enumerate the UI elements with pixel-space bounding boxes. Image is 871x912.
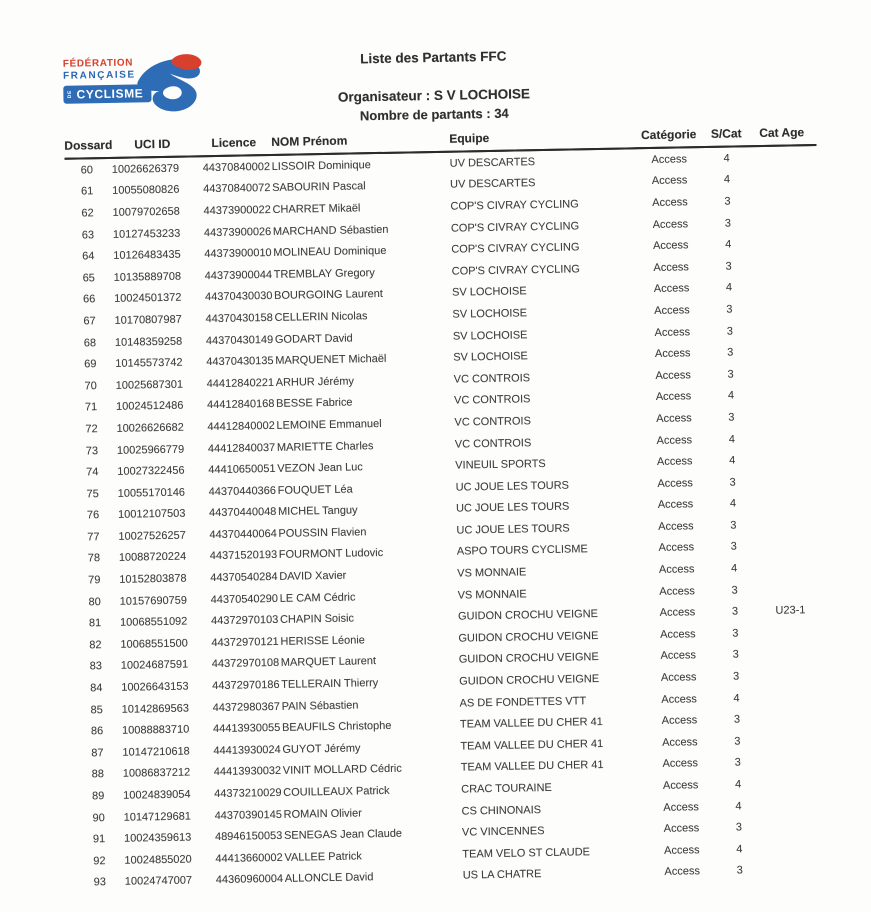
logo-francaise-text: FRANÇAISE [62,69,136,82]
cell-equipe: UC JOUE LES TOURS [455,500,570,515]
cell-dossard: 93 [93,876,107,889]
cell-cat-age [757,664,826,687]
cell-categorie: Access [663,822,700,836]
cell-s-cat: 4 [731,562,738,575]
title-block [3,42,865,130]
cell-equipe: COP'S CIVRAY CYCLING [451,263,581,278]
cell-s-cat: 4 [725,238,732,251]
cell-categorie: Access [657,498,694,512]
cell-cat-age [752,383,821,406]
cell-dossard: 63 [81,228,95,242]
cell-licence: 44413930032 [213,765,282,779]
cell-cat-age [747,145,816,169]
cell-s-cat: 3 [731,584,738,597]
cell-nom-prenom: TREMBLAY Gregory [273,266,375,281]
cell-categorie: Access [652,196,688,209]
cell-s-cat: 4 [733,692,740,705]
cell-dossard: 70 [84,379,97,393]
cell-cat-age [751,340,820,363]
cell-categorie: Access [660,649,697,663]
cell-s-cat: 3 [730,540,737,554]
cell-s-cat: 3 [736,864,743,877]
cell-nom-prenom: FOURMONT Ludovic [278,547,384,562]
cell-licence: 44370540284 [210,570,278,585]
cell-nom-prenom: GUYOT Jérémy [282,742,361,756]
cell-categorie: Access [652,217,689,231]
cell-licence: 44412840037 [207,441,276,455]
cell-licence: 44370840002 [202,160,271,175]
cell-equipe: COP'S CIVRAY CYCLING [450,219,580,235]
cell-nom-prenom: VEZON Jean Luc [277,461,363,476]
cell-uci-id: 10024501372 [114,291,182,306]
cell-categorie: Access [658,563,695,577]
cell-equipe: VC CONTROIS [454,415,531,429]
cell-licence: 44410650051 [208,463,276,477]
cell-dossard: 79 [88,574,101,587]
cell-s-cat: 3 [735,821,743,834]
cell-dossard: 81 [88,617,102,630]
cell-s-cat: 3 [728,411,735,424]
cell-nom-prenom: CHARRET Mikaël [272,202,361,216]
cell-cat-age [753,470,822,493]
cell-dossard: 64 [82,250,95,263]
cell-cat-age [754,513,823,536]
logo-cyclisme-text: CYCLISME [76,85,144,102]
cell-licence: 44370430158 [205,311,273,326]
cell-equipe: GUIDON CROCHU VEIGNE [459,673,600,688]
cell-nom-prenom: TELLERAIN Thierry [281,677,379,691]
starters-table [64,125,830,894]
cell-equipe: SV LOCHOISE [452,328,528,343]
cell-nom-prenom: LEMOINE Emmanuel [276,417,382,432]
cell-licence: 44373210029 [214,786,282,801]
cell-uci-id: 10157690759 [119,594,188,608]
cell-uci-id: 10026643153 [121,680,189,694]
cell-nom-prenom: LE CAM Cédric [279,591,356,605]
cell-licence: 44413660002 [215,851,283,865]
cell-s-cat: 4 [723,173,731,187]
cell-s-cat: 4 [723,152,730,165]
cell-cat-age [756,621,825,644]
cell-nom-prenom: FOUQUET Léa [277,483,353,497]
cell-nom-prenom: MARQUET Laurent [280,655,377,670]
cell-categorie: Access [659,606,696,620]
cell-s-cat: 4 [734,778,742,791]
cell-uci-id: 10026626379 [111,162,180,176]
cell-nom-prenom: BEAUFILS Christophe [281,720,392,735]
cell-equipe: VC VINCENNES [461,825,545,839]
cell-nom-prenom: LISSOIR Dominique [271,158,371,173]
cell-s-cat: 3 [734,756,741,769]
cell-s-cat: 4 [727,389,735,402]
cell-categorie: Access [662,779,699,792]
cell-licence: 44371520193 [209,549,278,563]
cell-s-cat: 3 [731,605,739,618]
column-header-s-cat: S/Cat [705,126,747,147]
cell-cat-age: U23-1 [775,604,806,618]
cell-dossard: 69 [84,358,97,371]
cell-uci-id: 10135889708 [113,270,182,284]
cell-licence: 44413930024 [213,743,281,757]
cell-licence: 44370440048 [208,506,277,520]
column-header-dossard: Dossard [64,138,108,159]
cell-uci-id: 10025966779 [116,443,185,457]
cell-equipe: CRAC TOURAINE [461,781,552,796]
cell-categorie: Access [655,390,692,404]
cell-equipe: VINEUIL SPORTS [455,458,546,472]
cell-licence: 44412840168 [206,398,275,412]
participants-count-line: Nombre de partants : 34 [359,105,509,124]
cell-cat-age [751,362,820,385]
cell-cat-age [757,686,826,709]
cell-nom-prenom: ALLONCLE David [284,871,374,886]
cell-categorie: Access [656,433,693,447]
cell-licence: 44360960004 [215,873,284,887]
cell-equipe: SV LOCHOISE [452,307,528,321]
cell-s-cat: 4 [736,843,743,856]
cell-dossard: 90 [92,811,105,824]
cell-licence: 44373900026 [203,225,272,239]
cell-nom-prenom: MICHEL Tanguy [277,504,358,519]
cell-nom-prenom: ARHUR Jérémy [275,375,355,389]
cell-equipe: ASPO TOURS CYCLISME [456,543,588,559]
cell-categorie: Access [654,304,690,317]
cell-dossard: 91 [92,833,106,846]
cell-s-cat: 3 [732,670,740,683]
cell-cat-age [753,427,822,450]
column-header-uci-id: UCI ID [108,136,196,158]
cell-licence: 44370840072 [203,182,271,196]
column-header-cat-age: Cat Age [747,125,816,146]
cell-dossard: 61 [80,185,94,198]
cell-licence: 44370440366 [208,484,277,498]
cell-dossard: 86 [90,725,104,738]
cell-nom-prenom: ROMAIN Olivier [283,807,362,821]
cell-equipe: US LA CHATRE [462,868,542,882]
cell-dossard: 75 [86,487,99,501]
cell-licence: 44370430135 [206,355,274,369]
cell-nom-prenom: POUSSIN Flavien [278,526,367,540]
cell-equipe: TEAM VALLEE DU CHER 41 [460,737,604,753]
cell-cat-age [759,772,828,795]
cell-equipe: TEAM VALLEE DU CHER 41 [459,716,603,731]
cell-nom-prenom: MARCHAND Sébastien [272,223,389,238]
cell-cat-age [759,794,828,817]
cell-categorie: Access [663,844,700,857]
cell-uci-id: 10024839054 [123,788,191,802]
column-header-licence: Licence [196,135,271,156]
cell-s-cat: 3 [725,260,732,273]
cell-nom-prenom: CELLERIN Nicolas [274,310,368,324]
column-header-nom-prenom: NOM Prénom [271,132,449,155]
cell-categorie: Access [653,261,689,274]
cell-dossard: 85 [90,703,103,717]
cell-cat-age [749,232,818,255]
cell-cat-age [755,556,824,579]
column-header-categorie: Catégorie [632,127,705,148]
cell-categorie: Access [654,325,691,339]
cell-categorie: Access [651,174,688,188]
cell-categorie: Access [658,541,695,555]
cell-nom-prenom: VINIT MOLLARD Cédric [282,763,402,778]
cell-equipe: UV DESCARTES [450,177,536,192]
cell-licence: 44372980367 [212,700,281,714]
cell-licence: 44370390145 [214,808,283,822]
cell-uci-id: 10068551092 [119,615,188,630]
cell-equipe: UC JOUE LES TOURS [456,522,570,537]
cell-cat-age [760,815,829,838]
cell-uci-id: 10024747007 [124,874,193,889]
cell-uci-id: 10024855020 [124,853,192,867]
cell-licence: 44412840002 [207,419,275,434]
cell-dossard: 88 [91,768,105,781]
cell-licence: 44373900044 [204,268,273,282]
cell-cat-age [748,168,817,191]
cell-equipe: AS DE FONDETTES VTT [459,694,587,710]
cell-categorie: Access [660,628,696,641]
cell-dossard: 60 [80,164,94,177]
cell-cat-age [759,750,828,773]
cell-cat-age [752,405,821,428]
cell-cat-age [755,535,824,558]
cell-equipe: GUIDON CROCHU VEIGNE [458,651,599,667]
cell-nom-prenom: HERISSE Léonie [280,634,365,648]
cell-licence: 44372970121 [211,635,279,649]
cell-licence: 44370430149 [205,333,274,347]
cell-s-cat: 3 [732,648,739,662]
cell-equipe: UV DESCARTES [449,155,536,170]
cell-equipe: TEAM VALLEE DU CHER 41 [460,759,604,775]
cell-equipe: SV LOCHOISE [451,285,527,300]
cell-uci-id: 10145573742 [115,356,183,370]
cell-categorie: Access [660,671,697,684]
cell-cat-age [748,189,817,212]
organizer-line: Organisateur : S V LOCHOISE [337,86,531,105]
cell-cat-age [754,491,823,514]
cell-nom-prenom: MARIETTE Charles [276,439,374,454]
cell-categorie: Access [662,736,698,749]
cell-uci-id: 10055170146 [117,486,186,500]
cell-uci-id: 10147210618 [122,745,190,759]
cell-licence: 44370430030 [205,290,273,304]
cell-equipe: VC CONTROIS [453,393,531,407]
cell-s-cat: 4 [729,497,737,510]
cell-equipe: VS MONNAIE [457,588,527,602]
cell-licence: 44370440064 [209,527,277,542]
cell-uci-id: 10027322456 [117,464,185,478]
cell-cat-age [749,211,818,234]
cell-equipe: COP'S CIVRAY CYCLING [451,241,580,256]
cell-cat-age [758,729,827,752]
cell-dossard: 87 [91,746,104,760]
cell-nom-prenom: CHAPIN Soisic [279,612,355,627]
cell-licence: 44370540290 [210,592,279,606]
cell-dossard: 78 [87,552,101,565]
cell-equipe: GUIDON CROCHU VEIGNE [458,629,599,645]
cell-nom-prenom: GODART David [274,332,353,346]
cell-categorie: Access [661,692,697,706]
cell-uci-id: 10027526257 [118,529,186,543]
cell-cat-age [755,578,824,601]
cell-uci-id: 10088720224 [118,551,187,565]
cell-uci-id: 10024359613 [123,831,192,845]
cell-cat-age [750,276,819,299]
cell-s-cat: 3 [730,519,737,532]
cell-categorie: Access [654,347,691,361]
cell-dossard: 82 [89,639,102,652]
cell-dossard: 71 [84,401,98,414]
cell-uci-id: 10025687301 [115,378,184,392]
cell-categorie: Access [653,282,690,296]
cell-dossard: 66 [82,293,96,306]
cell-dossard: 73 [85,444,99,457]
cell-nom-prenom: MARQUENET Michaël [275,353,387,368]
cell-nom-prenom: SENEGAS Jean Claude [283,827,403,843]
cell-dossard: 62 [81,207,94,220]
cell-uci-id: 10142869563 [121,702,190,716]
cell-s-cat: 3 [729,476,736,489]
cell-cat-age [758,707,827,730]
cell-licence: 44412840221 [206,376,275,390]
cell-uci-id: 10086837212 [122,766,191,781]
cell-uci-id: 10088883710 [121,723,190,738]
cell-cat-age [750,297,819,320]
logo-federation-text: FÉDÉRATION [62,57,134,70]
cell-uci-id: 10055080826 [112,184,180,198]
cell-licence: 48946150053 [214,830,283,844]
cell-s-cat: 3 [733,713,741,726]
logo-de-text: DE [66,90,74,99]
cell-categorie: Access [651,153,688,166]
cell-equipe: VS MONNAIE [457,566,527,580]
cell-categorie: Access [663,800,699,814]
cell-s-cat: 3 [726,303,733,316]
cell-equipe: COP'S CIVRAY CYCLING [450,198,579,213]
cell-cat-age [760,837,829,860]
cell-s-cat: 4 [725,281,733,295]
cell-dossard: 76 [86,509,100,522]
cell-s-cat: 3 [734,735,741,748]
column-header-equipe: Equipe [449,128,632,151]
cell-s-cat: 3 [732,627,739,640]
cell-categorie: Access [659,584,695,598]
cell-uci-id: 10068551500 [120,637,188,651]
cell-s-cat: 4 [735,800,742,813]
cell-dossard: 84 [90,682,103,695]
cell-s-cat: 3 [727,368,734,381]
cell-nom-prenom: BOURGOING Laurent [274,288,384,303]
cell-categorie: Access [662,757,699,771]
cell-licence: 44372970103 [210,614,279,628]
cell-s-cat: 3 [724,217,732,230]
cell-categorie: Access [657,476,693,490]
cell-licence: 44373900010 [204,247,272,261]
cell-dossard: 92 [93,854,106,868]
cell-nom-prenom: DAVID Xavier [279,569,347,583]
cell-equipe: UC JOUE LES TOURS [455,479,570,494]
cell-uci-id: 10024687591 [120,659,189,673]
cell-categorie: Access [652,239,689,253]
cell-uci-id: 10126483435 [113,248,181,263]
cell-dossard: 74 [86,466,99,479]
cell-categorie: Access [656,412,692,425]
cell-equipe: GUIDON CROCHU VEIGNE [457,608,599,623]
cell-s-cat: 3 [727,346,734,359]
cell-dossard: 67 [83,315,96,328]
cell-uci-id: 10024512486 [116,399,184,414]
cell-licence: 44413930055 [212,722,281,736]
cell-dossard: 83 [89,660,103,673]
cell-uci-id: 10170807987 [114,313,182,327]
cell-uci-id: 10079702658 [112,205,180,219]
cell-nom-prenom: MOLINEAU Dominique [273,245,387,260]
cell-cat-age [749,254,818,277]
cell-s-cat: 4 [728,433,735,446]
cell-cat-age [761,858,830,881]
cell-equipe: VC CONTROIS [454,436,532,451]
cell-uci-id: 10152803878 [119,572,187,586]
cell-equipe: VC CONTROIS [453,371,531,386]
cell-nom-prenom: PAIN Sébastien [281,699,359,713]
cell-s-cat: 4 [729,454,736,467]
cell-uci-id: 10147129681 [123,810,192,824]
cell-categorie: Access [664,865,701,879]
cell-dossard: 65 [82,271,95,285]
cell-equipe: CS CHINONAIS [461,803,542,818]
cell-cat-age [757,643,826,666]
cell-categorie: Access [655,369,691,382]
cell-cat-age [751,319,820,342]
cell-uci-id: 10012107503 [117,507,186,522]
cell-categorie: Access [656,455,693,469]
cell-nom-prenom: SABOURIN Pascal [272,180,366,195]
cell-uci-id: 10127453233 [112,227,181,241]
cell-s-cat: 3 [726,325,734,338]
cell-uci-id: 10026626682 [116,421,184,435]
cell-licence: 44373900022 [203,203,271,218]
cell-dossard: 72 [85,423,98,436]
page-title: Liste des Partants FFC [359,48,507,67]
cell-uci-id: 10148359258 [114,335,183,349]
cell-licence: 44372970108 [211,657,280,671]
cell-nom-prenom: VALLEE Patrick [284,850,362,864]
cell-nom-prenom: BESSE Fabrice [275,396,353,411]
cell-s-cat: 3 [724,195,731,208]
cell-dossard: 77 [87,531,100,544]
cell-dossard: 80 [88,595,101,609]
cell-equipe: TEAM VELO ST CLAUDE [462,846,591,861]
cell-licence: 44372970186 [212,678,280,693]
cell-equipe: SV LOCHOISE [453,350,528,364]
cell-nom-prenom: COUILLEAUX Patrick [283,784,390,799]
cell-cat-age [753,448,822,471]
cell-dossard: 89 [92,790,105,803]
table-body [65,145,830,894]
cell-categorie: Access [658,520,694,533]
cell-dossard: 68 [83,336,97,349]
cell-categorie: Access [661,714,698,728]
